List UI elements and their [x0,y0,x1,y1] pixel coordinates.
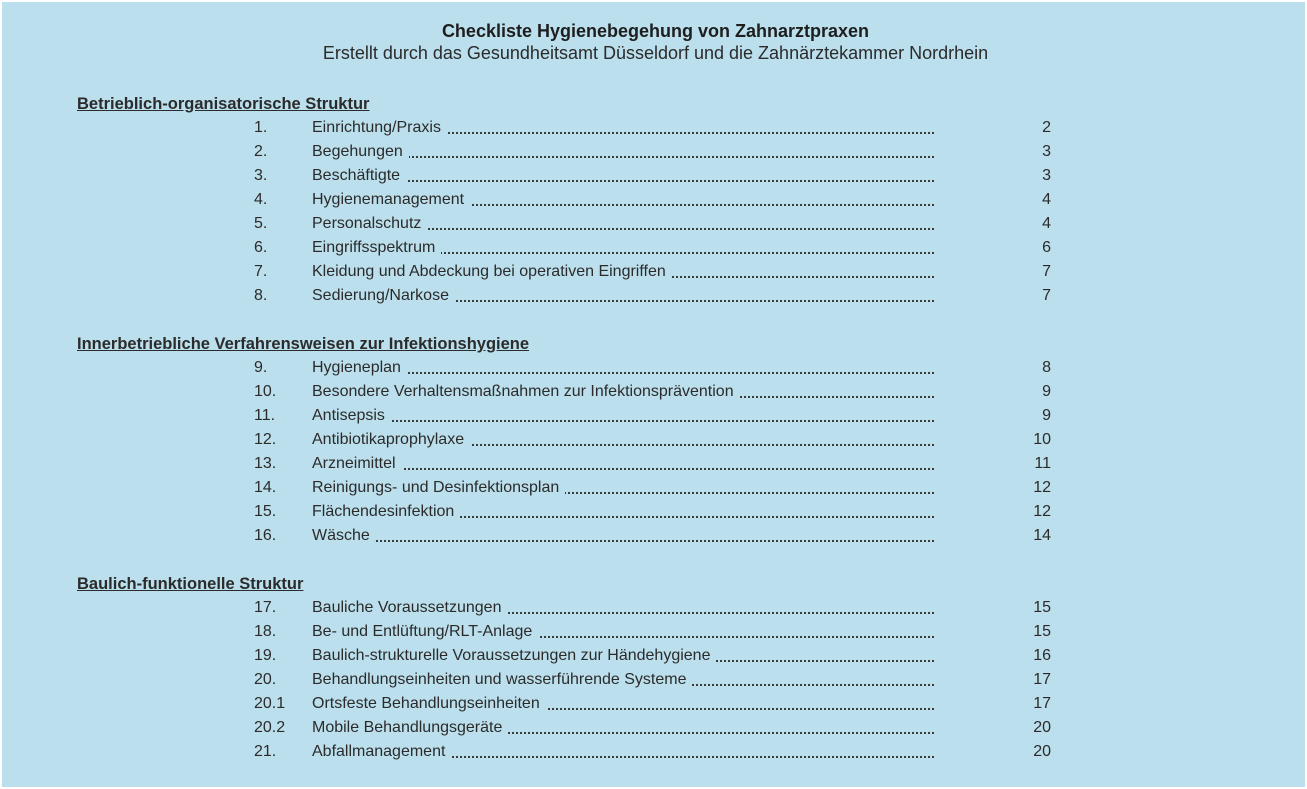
entry-leader [312,740,934,764]
entry-number: 21. [254,743,277,760]
entry-leader [312,644,934,668]
entry-number: 2. [254,143,268,160]
entry-label: Hygieneplan [312,359,407,376]
entry-number: 5. [254,215,268,232]
toc-page [2,2,1305,787]
document-subtitle: Erstellt durch das Gesundheitsamt Düsseldorf und die Zahnärztekammer Nordrhein [322,43,989,63]
toc-entry[interactable] [77,452,1077,476]
entry-leader [312,668,934,692]
entry-number: 20.2 [254,719,286,736]
entry-page-number: 17 [1033,671,1051,688]
toc-entry[interactable] [77,260,1077,284]
entry-label: Ortsfeste Behandlungseinheiten [312,695,546,712]
toc-entry[interactable] [77,596,1077,620]
entry-leader [312,596,934,620]
entry-page-number: 7 [1042,287,1051,304]
entry-page-number: 15 [1033,599,1051,616]
toc-entry[interactable] [77,500,1077,524]
entry-label: Reinigungs- und Desinfektionsplan [312,479,565,496]
entry-label: Begehungen [312,143,409,160]
entry-number: 10. [254,383,277,400]
entry-label: Mobile Behandlungsgeräte [312,719,508,736]
entry-leader [312,692,934,716]
entry-label: Behandlungseinheiten und wasserführende Systeme [312,671,692,688]
toc-entry[interactable] [77,644,1077,668]
toc-entry[interactable] [77,212,1077,236]
entry-number: 16. [254,527,277,544]
section-heading: Baulich-funktionelle Struktur [77,575,304,593]
entry-number: 6. [254,239,268,256]
entry-number: 7. [254,263,268,280]
entry-label: Antibiotikaprophylaxe [312,431,470,448]
section-heading: Innerbetriebliche Verfahrensweisen zur Infektionshygiene [77,335,530,353]
entry-page-number: 3 [1042,143,1051,160]
entry-leader [312,116,934,140]
entry-label: Arzneimittel [312,455,402,472]
document-title: Checkliste Hygienebegehung von Zahnarztpraxen [441,21,870,41]
toc-entry[interactable] [77,116,1077,140]
entry-label: Kleidung und Abdeckung bei operativen Eingriffen [312,263,672,280]
entry-label: Abfallmanagement [312,743,451,760]
entry-page-number: 9 [1042,383,1051,400]
toc-entry[interactable] [77,164,1077,188]
entry-label: Bauliche Voraussetzungen [312,599,507,616]
document-header [2,20,1307,64]
entry-number: 19. [254,647,277,664]
entry-label: Flächendesinfektion [312,503,460,520]
entry-page-number: 6 [1042,239,1051,256]
entry-label: Beschäftigte [312,167,406,184]
dot-leader [312,468,934,470]
entry-label: Einrichtung/Praxis [312,119,447,136]
entry-page-number: 10 [1033,431,1051,448]
entry-number: 12. [254,431,277,448]
entry-leader [312,404,934,428]
entry-leader [312,380,934,404]
toc-entry[interactable] [77,188,1077,212]
entry-leader [312,164,934,188]
entry-page-number: 12 [1033,503,1051,520]
toc-entry[interactable] [77,668,1077,692]
entry-label: Wäsche [312,527,376,544]
entry-number: 15. [254,503,277,520]
entry-leader [312,620,934,644]
entry-number: 18. [254,623,277,640]
entry-page-number: 8 [1042,359,1051,376]
entry-number: 9. [254,359,268,376]
entry-number: 20. [254,671,277,688]
entry-number: 8. [254,287,268,304]
section-heading: Betrieblich-organisatorische Struktur [77,95,370,113]
entry-page-number: 15 [1033,623,1051,640]
entry-leader [312,500,934,524]
entry-label: Personalschutz [312,215,427,232]
entry-label: Besondere Verhaltensmaßnahmen zur Infektionsprävention [312,383,740,400]
toc-entry[interactable] [77,356,1077,380]
entry-page-number: 20 [1033,743,1051,760]
entry-label: Antisepsis [312,407,391,424]
toc-entry[interactable] [77,716,1077,740]
entry-page-number: 3 [1042,167,1051,184]
entry-page-number: 20 [1033,719,1051,736]
entry-number: 4. [254,191,268,208]
toc-entry[interactable] [77,284,1077,308]
entry-label: Hygienemanagement [312,191,470,208]
entry-leader [312,140,934,164]
toc-entry[interactable] [77,140,1077,164]
toc-section [77,92,1077,308]
entry-page-number: 9 [1042,407,1051,424]
toc-entry[interactable] [77,740,1077,764]
toc-entry[interactable] [77,524,1077,548]
entry-leader [312,260,934,284]
entry-label: Eingriffsspektrum [312,239,441,256]
dot-leader [312,540,934,542]
toc-section [77,572,1077,764]
toc-entry[interactable] [77,236,1077,260]
entry-leader [312,236,934,260]
entry-leader [312,188,934,212]
dot-leader [312,420,934,422]
entry-leader [312,716,934,740]
entry-page-number: 11 [1034,455,1051,472]
table-of-contents [77,92,1077,788]
toc-entry[interactable] [77,428,1077,452]
entry-number: 13. [254,455,277,472]
entry-label: Be- und Entlüftung/RLT-Anlage [312,623,538,640]
entry-number: 1. [254,119,268,136]
toc-entry[interactable] [77,404,1077,428]
entry-page-number: 2 [1042,119,1051,136]
entry-page-number: 12 [1033,479,1051,496]
entry-number: 11. [254,407,276,424]
toc-section [77,332,1077,548]
entry-leader [312,356,934,380]
entry-number: 20.1 [254,695,286,712]
entry-leader [312,476,934,500]
entry-leader [312,428,934,452]
entry-number: 17. [254,599,277,616]
entry-number: 3. [254,167,268,184]
entry-page-number: 4 [1042,215,1051,232]
entry-number: 14. [254,479,277,496]
entry-label: Sedierung/Narkose [312,287,455,304]
toc-entry[interactable] [77,476,1077,500]
entry-leader [312,212,934,236]
toc-entry[interactable] [77,620,1077,644]
entry-page-number: 16 [1033,647,1051,664]
entry-leader [312,284,934,308]
toc-entry[interactable] [77,380,1077,404]
toc-entry[interactable] [77,692,1077,716]
entry-page-number: 17 [1033,695,1051,712]
entry-page-number: 14 [1033,527,1051,544]
entry-label: Baulich-strukturelle Voraussetzungen zur Händehygiene [312,647,716,664]
entry-leader [312,452,934,476]
entry-leader [312,524,934,548]
entry-page-number: 7 [1042,263,1051,280]
entry-page-number: 4 [1042,191,1051,208]
